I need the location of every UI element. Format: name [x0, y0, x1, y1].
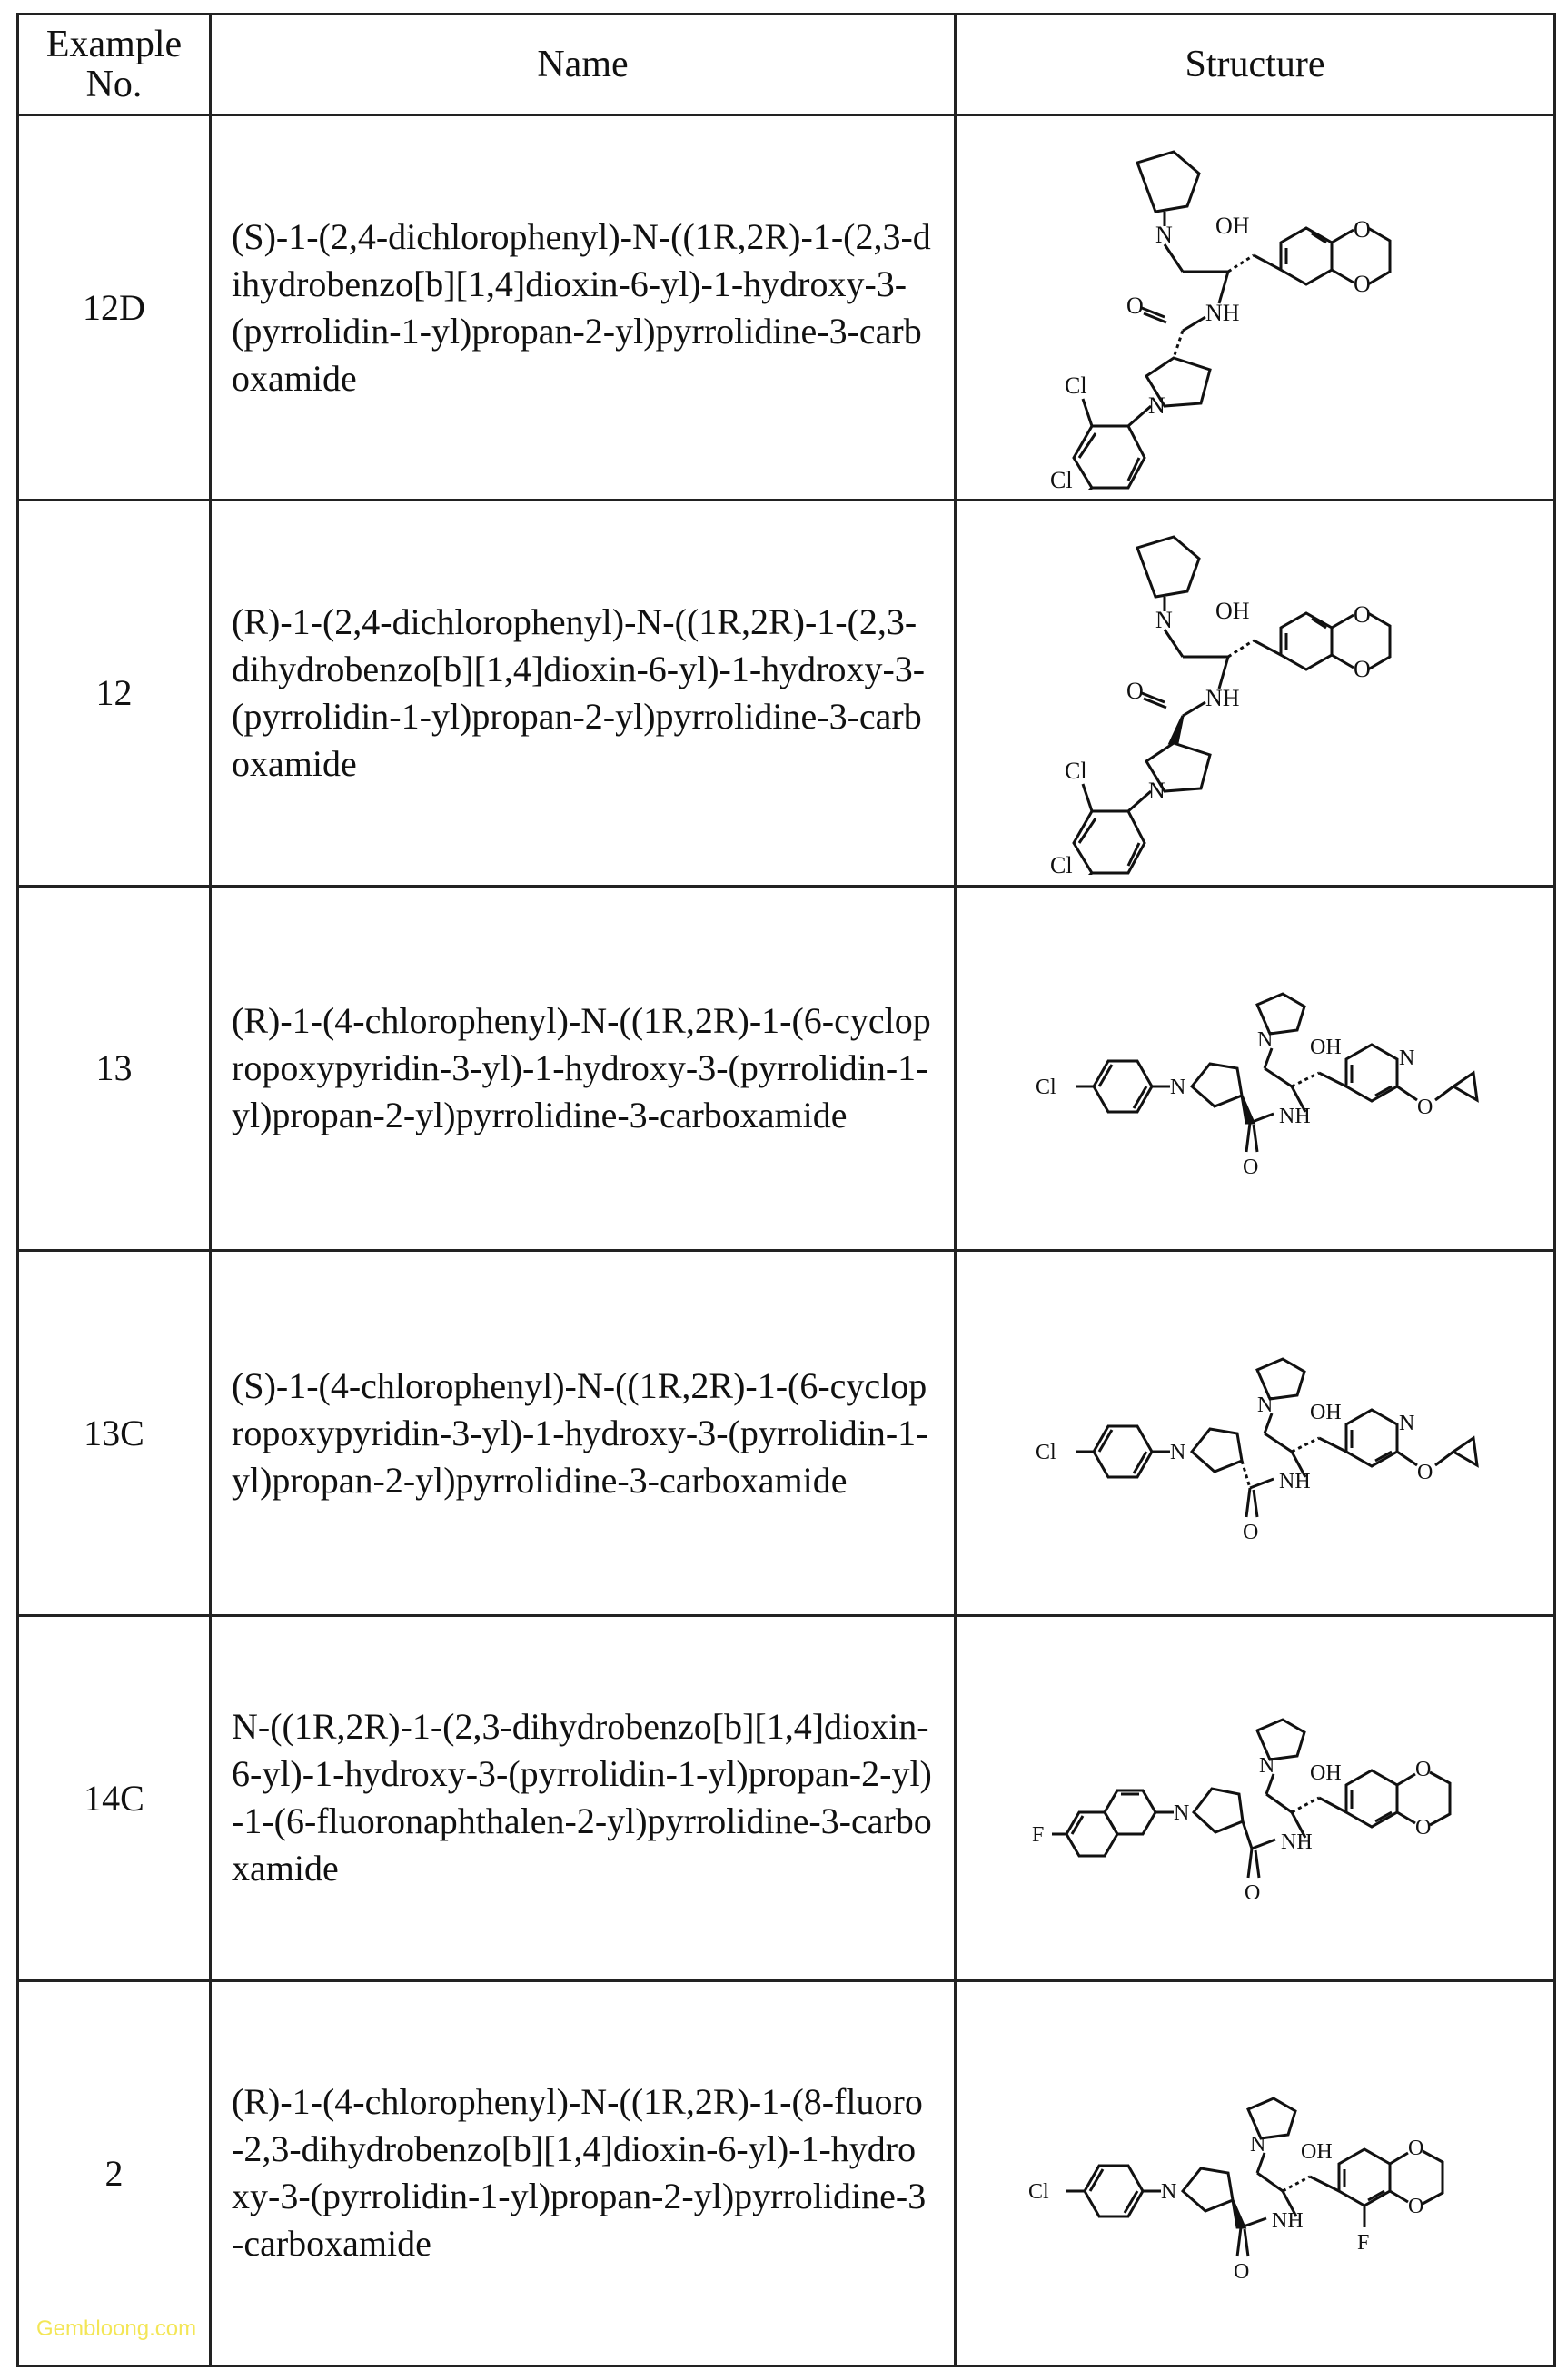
atom-oh: OH [1309, 1761, 1342, 1786]
atom-oh: OH [1309, 1400, 1342, 1424]
atom-nh: NH [1278, 1104, 1311, 1128]
structure-cell [956, 501, 1555, 886]
atom-o: O [1244, 1881, 1260, 1906]
watermark: Gembloong.com [36, 2316, 197, 2341]
structure-cell [956, 886, 1555, 1251]
atom-cl: Cl [1064, 757, 1087, 784]
atom-o: O [1233, 2260, 1249, 2285]
table-row [18, 886, 1555, 1251]
table-row [18, 1980, 1555, 2365]
atom-cl: Cl [1027, 2180, 1049, 2205]
table-row [18, 1251, 1555, 1616]
atom-n: N [1160, 2180, 1176, 2205]
example-number: 14C [18, 1615, 211, 1980]
compound-table [16, 13, 1556, 2367]
atom-oh: OH [1215, 597, 1250, 624]
structure-cell [956, 1980, 1555, 2365]
compound-name: (S)-1-(4-chlorophenyl)-N-((1R,2R)-1-(6-cyclopropoxypyridin-3-yl)-1-hydroxy-3-(pyrrolidin-1-yl)propan-2-yl)pyrrolidine-3-carboxamide [211, 1251, 956, 1616]
table-row [18, 501, 1555, 886]
structure-cell [956, 1615, 1555, 1980]
example-number: 13 [18, 886, 211, 1251]
header-row [18, 15, 1555, 115]
atom-n: N [1169, 1440, 1185, 1464]
table-row [18, 1615, 1555, 1980]
atom-cl: Cl [1035, 1075, 1056, 1099]
header-example-no: Example No. [18, 15, 211, 115]
atom-n: N [1256, 1027, 1273, 1052]
example-number: 2 [18, 1980, 211, 2365]
atom-o: O [1407, 2195, 1423, 2219]
atom-n: N [1169, 1075, 1185, 1099]
atom-cl: Cl [1064, 372, 1087, 399]
compound-name: (R)-1-(2,4-dichlorophenyl)-N-((1R,2R)-1-(2,3-dihydrobenzo[b][1,4]dioxin-6-yl)-1-hydroxy-3-(pyrrolidin-1-yl)propan-2-yl)pyrrolidine-3-carboxamide [211, 501, 956, 886]
atom-o: O [1242, 1155, 1258, 1179]
atom-n: N [1249, 2133, 1265, 2157]
atom-nh: NH [1278, 1469, 1311, 1493]
structure-12 [1028, 511, 1483, 875]
atom-o: O [1414, 1758, 1431, 1782]
atom-o: O [1126, 677, 1144, 704]
atom-o: O [1353, 215, 1371, 243]
atom-nh: NH [1280, 1830, 1313, 1855]
atom-n: N [1398, 1411, 1414, 1435]
atom-n: N [1256, 1393, 1273, 1417]
atom-n: N [1155, 221, 1173, 248]
compound-name: (R)-1-(4-chlorophenyl)-N-((1R,2R)-1-(6-cyclopropoxypyridin-3-yl)-1-hydroxy-3-(pyrrolidin-1-yl)propan-2-yl)pyrrolidine-3-carboxamide [211, 886, 956, 1251]
atom-n: N [1173, 1801, 1189, 1826]
atom-oh: OH [1215, 212, 1250, 239]
compound-name: N-((1R,2R)-1-(2,3-dihydrobenzo[b][1,4]dioxin-6-yl)-1-hydroxy-3-(pyrrolidin-1-yl)propan-2-yl)-1-(6-fluoronaphthalen-2-yl)pyrrolidine-3-carboxamide [211, 1615, 956, 1980]
atom-n: N [1155, 606, 1173, 633]
atom-o: O [1407, 2137, 1423, 2161]
atom-o: O [1126, 292, 1144, 319]
structure-13 [1019, 950, 1492, 1186]
atom-f: F [1356, 2231, 1369, 2256]
example-number: 13C [18, 1251, 211, 1616]
structure-14c [1019, 1680, 1492, 1916]
atom-o: O [1416, 1460, 1433, 1484]
structure-cell [956, 1251, 1555, 1616]
atom-o: O [1353, 270, 1371, 297]
atom-cl: Cl [1049, 851, 1073, 875]
atom-oh: OH [1309, 1035, 1342, 1059]
atom-o: O [1353, 600, 1371, 628]
structure-cell [956, 115, 1555, 501]
compound-name: (S)-1-(2,4-dichlorophenyl)-N-((1R,2R)-1-(2,3-dihydrobenzo[b][1,4]dioxin-6-yl)-1-hydroxy-3-(pyrrolidin-1-yl)propan-2-yl)pyrrolidine-3-carboxamide [211, 115, 956, 501]
atom-o: O [1353, 655, 1371, 682]
atom-cl: Cl [1049, 466, 1073, 490]
atom-nh: NH [1271, 2209, 1304, 2234]
structure-2 [1019, 2037, 1492, 2309]
example-number: 12D [18, 115, 211, 501]
atom-o: O [1414, 1816, 1431, 1840]
atom-cl: Cl [1035, 1440, 1056, 1464]
atom-o: O [1242, 1520, 1258, 1544]
structure-13c [1019, 1315, 1492, 1552]
structure-12d [1028, 126, 1483, 490]
atom-oh: OH [1300, 2140, 1333, 2165]
atom-n: N [1258, 1754, 1274, 1779]
atom-n: N [1147, 392, 1165, 419]
header-structure: Structure [956, 15, 1555, 115]
example-number: 12 [18, 501, 211, 886]
atom-nh: NH [1205, 299, 1240, 326]
header-name: Name [211, 15, 956, 115]
atom-n: N [1147, 777, 1165, 804]
atom-n: N [1398, 1046, 1414, 1070]
table-row [18, 115, 1555, 501]
compound-name: (R)-1-(4-chlorophenyl)-N-((1R,2R)-1-(8-fluoro-2,3-dihydrobenzo[b][1,4]dioxin-6-yl)-1-hydroxy-3-(pyrrolidin-1-yl)propan-2-yl)pyrrolidine-3-carboxamide [211, 1980, 956, 2365]
atom-f: F [1031, 1823, 1044, 1848]
atom-o: O [1416, 1095, 1433, 1119]
atom-nh: NH [1205, 684, 1240, 711]
